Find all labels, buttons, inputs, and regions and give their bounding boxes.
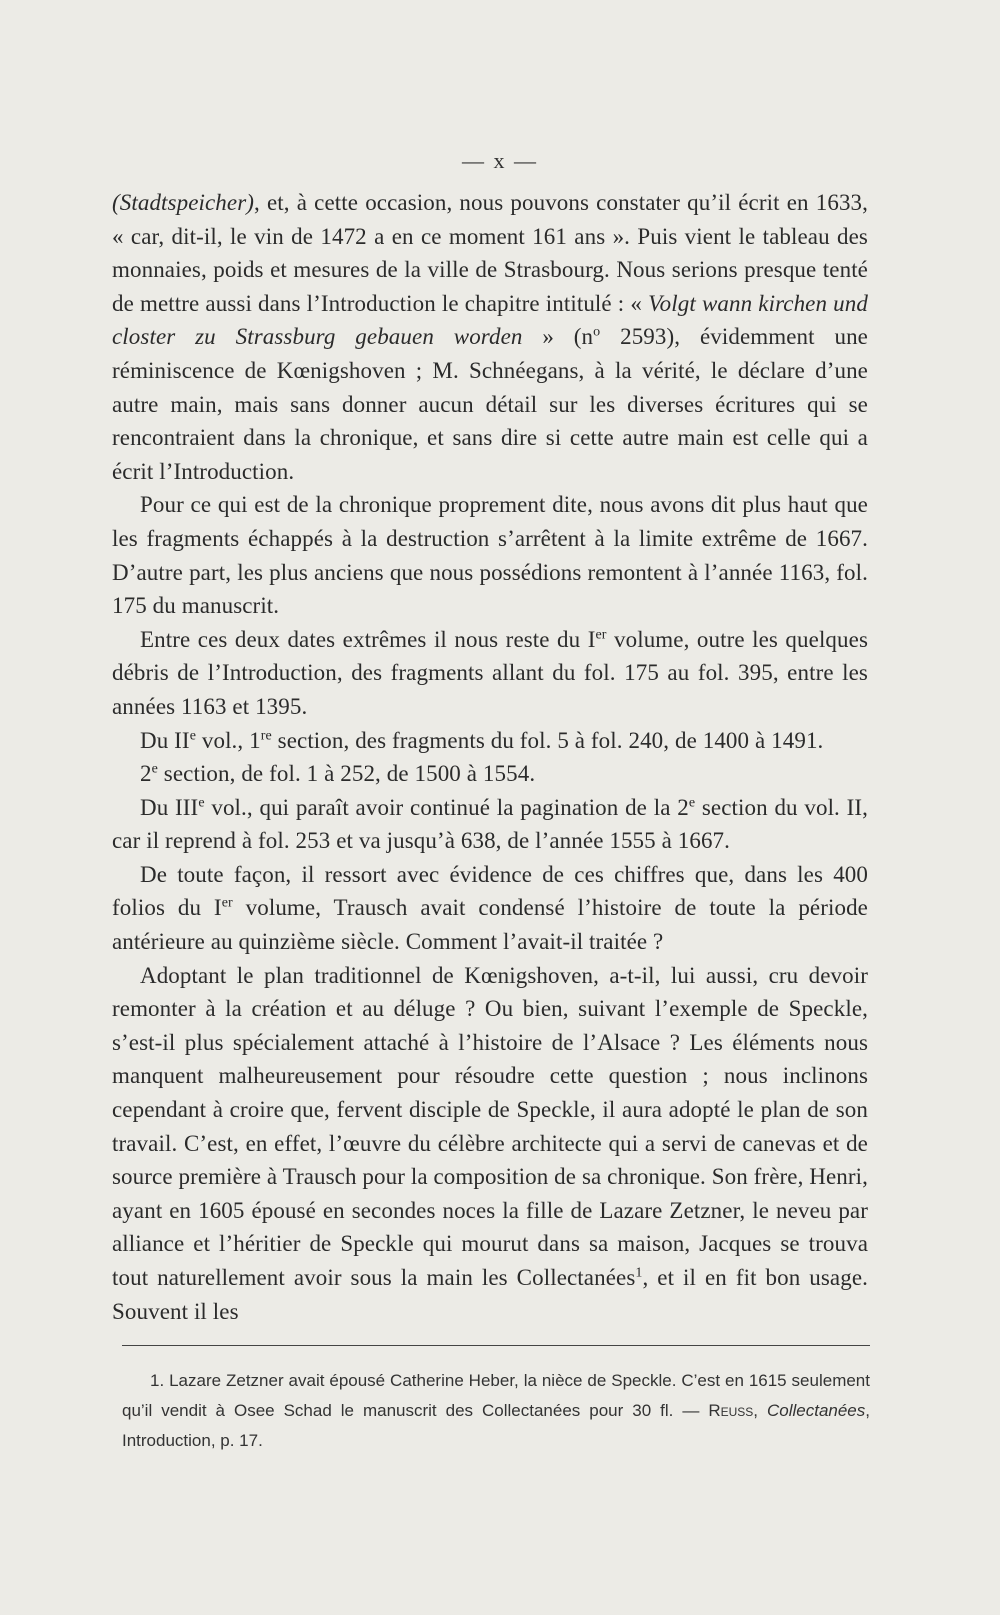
paragraph-p5 bbox=[112, 757, 868, 791]
superscript: e bbox=[198, 795, 205, 811]
text-run: 2593), évidemment une réminiscence de Kœnigshoven ; M. Schnéegans, à la vérité, le déclare d’une autre main, mais sans donner aucun détail sur les diverses écritures qui se rencontraient dans la chronique, et sans dire si cette autre main est celle qui a écrit l’Introduction. bbox=[112, 324, 868, 484]
paragraph-p4 bbox=[112, 724, 868, 758]
text-run: volume, Trausch avait condensé l’histoire de toute la période antérieure au quinzième siècle. Comment l’avait-il traitée ? bbox=[112, 895, 868, 955]
italic-text: Collectanées bbox=[766, 1401, 866, 1420]
main-text bbox=[112, 186, 868, 1328]
superscript: e bbox=[151, 761, 158, 777]
italic-text: (Stadtspeicher) bbox=[112, 190, 255, 215]
text-run: Pour ce qui est de la chronique proprement dite, nous avons dit plus haut que les fragments échappés à la destruction s’arrêtent à la limite extrême de 1667. D’autre part, les plus anciens que nous possédions remontent à l’année 1163, fol. 175 du manuscrit. bbox=[112, 492, 868, 619]
text-run: , et, à cette occasion, nous pouvons constater qu’il écrit en 1633, « car, dit-il, le vin de 1472 a en ce moment 161 ans ». Puis vient le tableau des monnaies, poids et mesures de la ville de Strasbourg. Nous serions presque tenté de mettre aussi dans l’Introduction le chapitre intitulé : « bbox=[112, 190, 868, 316]
text-run: section du vol. II, car il reprend à fol. 253 et va jusqu’à 638, de l’année 1555 à 1667. bbox=[112, 794, 868, 854]
text-run: vol., 1 bbox=[196, 727, 261, 753]
text-run: Du II bbox=[140, 727, 190, 753]
text-run: » (n bbox=[522, 324, 594, 350]
text-run: , et il en fit bon usage. Souvent il les bbox=[112, 1265, 868, 1324]
paragraph-p7 bbox=[112, 858, 868, 959]
paragraph-p8 bbox=[112, 959, 868, 1329]
footnote-separator-rule bbox=[122, 1345, 870, 1346]
paragraph-p2 bbox=[112, 488, 868, 622]
superscript: o bbox=[593, 324, 601, 340]
superscript: e bbox=[189, 727, 197, 743]
text-run: vol., qui paraît avoir continué la pagination de la 2 bbox=[204, 794, 689, 820]
text-run: volume, outre les quelques débris de l’Introduction, des fragments allant du fol. 175 au fol. 395, entre les années 1163 et 1395. bbox=[112, 626, 868, 719]
superscript: e bbox=[688, 795, 696, 811]
text-run: Adoptant le plan traditionnel de Kœnigshoven, a-t-il, lui aussi, cru devoir remonter à la création et au déluge ? Ou bien, suivant l’exemple de Speckle, s’est-il plus spécialement attaché à l’histoire de l’Alsace ? Les éléments nous manquent malheureusement pour résoudre cette question ; nous inclinons cependant à croire que, fervent disciple de Speckle, il aura adopté le plan de son travail. C’est, en effet, l’œuvre du célèbre architecte qui a servi de canevas et de source première à Trausch pour la composition de sa chronique. Son frère, Henri, ayant en 1605 épousé en secondes noces la fille de Lazare Zetzner, le neveu par alliance et l’héritier de Speckle qui mourut dans sa maison, Jacques se trouva tout naturellement avoir sous la main les Collectanées bbox=[112, 962, 868, 1290]
text-run: , Introduction, p. 17. bbox=[122, 1401, 870, 1450]
italic-text: Volgt wann kirchen und closter zu Strassburg gebauen worden bbox=[112, 290, 868, 350]
superscript: re bbox=[260, 727, 272, 743]
superscript: er bbox=[221, 895, 233, 911]
footnote-paragraph bbox=[122, 1366, 870, 1456]
superscript: 1 bbox=[635, 1265, 643, 1281]
text-run: De toute façon, il ressort avec évidence de ces chiffres que, dans les 400 folios du I bbox=[112, 861, 868, 921]
paragraph-p6 bbox=[112, 791, 868, 858]
text-run: 1. Lazare Zetzner avait épousé Catherine Heber, la nièce de Speckle. C’est en 1615 seulement qu’il vendit à Osee Schad le manuscrit des Collectanées pour 30 fl. — bbox=[122, 1371, 870, 1420]
paragraph-p1 bbox=[112, 186, 868, 488]
paragraph-p3 bbox=[112, 623, 868, 724]
text-run: section, de fol. 1 à 252, de 1500 à 1554. bbox=[157, 761, 536, 787]
text-run: Entre ces deux dates extrêmes il nous reste du I bbox=[140, 626, 596, 652]
small-caps-text: Reuss bbox=[708, 1401, 754, 1420]
running-head-page-number: — x — bbox=[462, 148, 538, 173]
text-run: Du III bbox=[140, 794, 199, 820]
footnote bbox=[122, 1366, 870, 1456]
text-run: section, des fragments du fol. 5 à fol. 240, de 1400 à 1491. bbox=[271, 727, 824, 753]
text-run: 2 bbox=[140, 761, 152, 787]
superscript: er bbox=[595, 627, 607, 643]
text-run: , bbox=[753, 1401, 767, 1420]
